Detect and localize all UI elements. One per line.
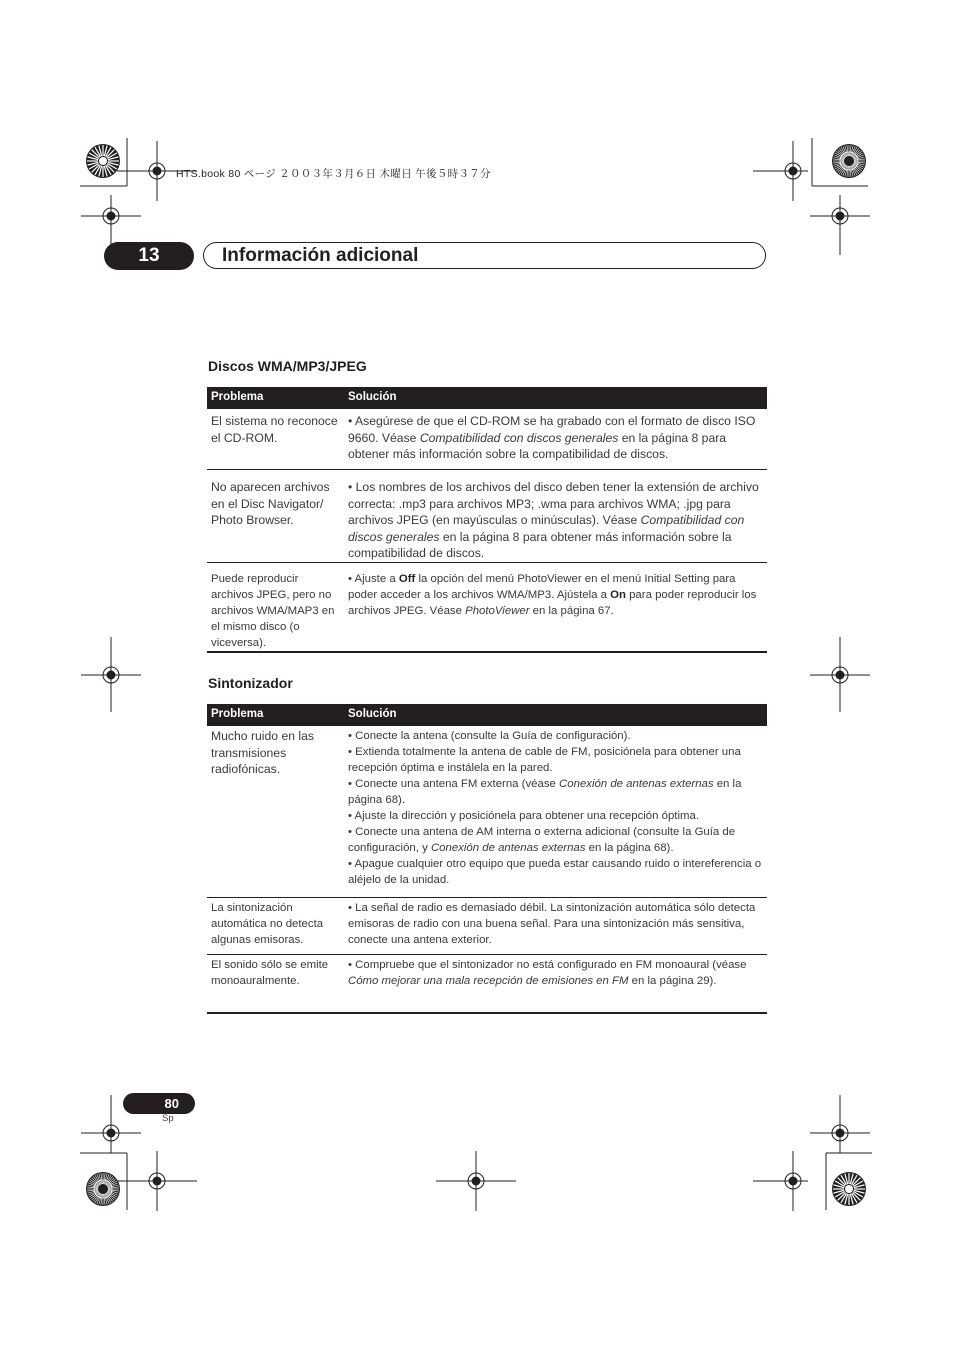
chapter-number: 13: [104, 242, 194, 270]
table-row: [207, 409, 767, 470]
solution-item: • Asegúrese de que el CD-ROM se ha grabado con el formato de disco ISO 9660. Véase Compatibilidad con discos generales en la página 8 para obtener más información sobre la compatibilidad de discos.: [348, 414, 756, 461]
print-header: HTS.book 80 ページ ２００３年３月６日 木曜日 午後５時３７分: [176, 168, 491, 180]
section-title: Sintonizador: [208, 675, 293, 691]
solution-cell: [348, 957, 764, 989]
solution-item: • La señal de radio es demasiado débil. La sintonización automática sólo detecta emisoras de radio con una buena señal. Para una sintonización más sensitiva, conecte una antena exterior.: [348, 902, 756, 946]
solution-item: • Conecte la antena (consulte la Guía de configuración).: [348, 730, 631, 742]
problem-cell: Mucho ruido en las transmisiones radiofónicas.: [211, 729, 314, 776]
table-row: [207, 955, 767, 1014]
problem-cell: No aparecen archivos en el Disc Navigator/ Photo Browser.: [211, 480, 330, 527]
solution-cell: [348, 728, 764, 888]
table-row: [207, 726, 767, 898]
column-header-problem: Problema: [211, 708, 264, 720]
solution-cell: [348, 479, 764, 562]
solution-cell: [348, 900, 764, 948]
table-row: [207, 898, 767, 955]
problem-cell: Puede reproducir archivos JPEG, pero no archivos WMA/MAP3 en el mismo disco (o viceversa).: [211, 573, 335, 649]
table-row: [207, 470, 767, 563]
page-number: 80: [123, 1093, 195, 1114]
chapter-title: Información adicional: [222, 245, 419, 266]
troubleshooting-table: [207, 387, 767, 653]
problem-cell: El sonido sólo se emite monoauralmente.: [211, 959, 329, 987]
problem-cell: El sistema no reconoce el CD-ROM.: [211, 414, 338, 445]
table-header: [207, 387, 767, 409]
solution-item: • Compruebe que el sintonizador no está configurado en FM monoaural (véase Cómo mejorar una mala recepción de emisiones en FM en la página 29).: [348, 959, 747, 987]
solution-item: • Los nombres de los archivos del disco deben tener la extensión de archivo correcta: .mp3 para archivos MP3; .wma para archivos WMA; .jpg para archivos JPEG (en mayúsculas o minúsculas). Véase Compatibilidad con discos generales en la página 8 para obtener más información sobre la compatibilidad de discos.: [348, 480, 759, 560]
solution-item: • Conecte una antena de AM interna o externa adicional (consulte la Guía de configuración, y Conexión de antenas externas en la página 68).: [348, 826, 736, 854]
column-header-problem: Problema: [211, 391, 264, 403]
troubleshooting-table: [207, 704, 767, 1014]
table-row: [207, 563, 767, 653]
solution-item: • Extienda totalmente la antena de cable de FM, posiciónela para obtener una recepción óptima e instálela en la pared.: [348, 746, 741, 774]
section-title: Discos WMA/MP3/JPEG: [208, 358, 367, 374]
page-language: Sp: [162, 1113, 174, 1124]
solution-cell: [348, 413, 764, 463]
solution-item: • Conecte una antena FM externa (véase Conexión de antenas externas en la página 68).: [348, 778, 742, 806]
problem-cell: La sintonización automática no detecta algunas emisoras.: [211, 902, 324, 946]
column-header-solution: Solución: [348, 708, 397, 720]
column-header-solution: Solución: [348, 391, 397, 403]
solution-item: • Ajuste la dirección y posiciónela para obtener una recepción óptima.: [348, 810, 699, 822]
solution-cell: [348, 571, 764, 619]
table-header: [207, 704, 767, 726]
solution-item: • Ajuste a Off la opción del menú PhotoViewer en el menú Initial Setting para poder acceder a los archivos WMA/MP3. Ajústela a On para poder reproducir los archivos JPEG. Véase PhotoViewer en la página 67.: [348, 573, 757, 617]
solution-item: • Apague cualquier otro equipo que pueda estar causando ruido o intereferencia o aléjelo de la unidad.: [348, 858, 762, 886]
